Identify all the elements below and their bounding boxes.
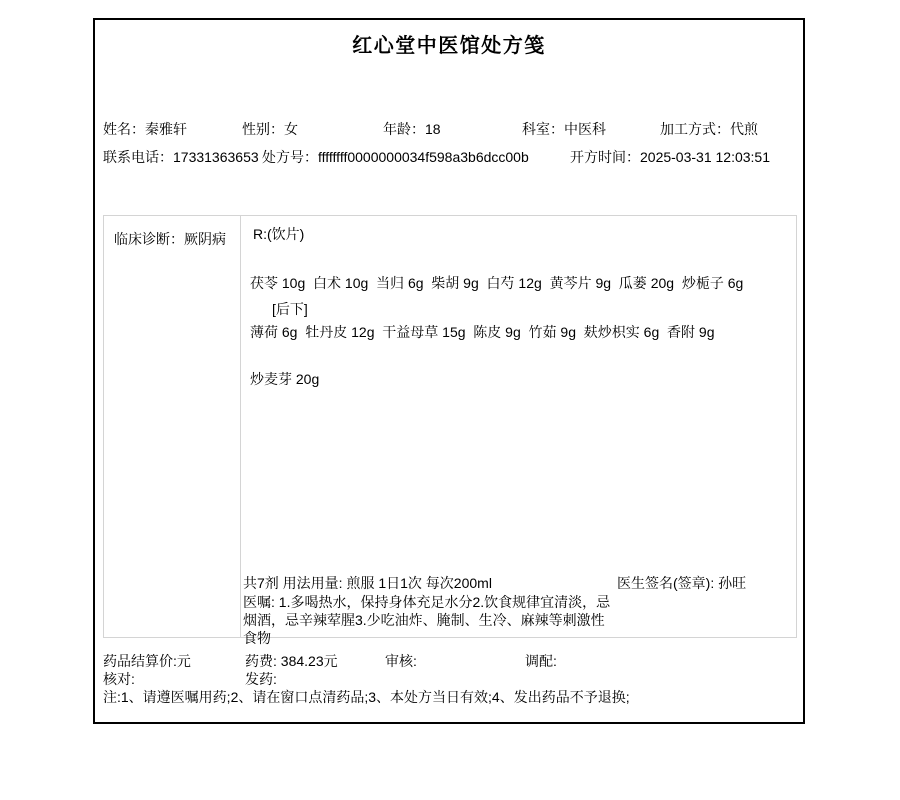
field-value: 17331363653 — [173, 149, 259, 165]
rx-cell — [241, 216, 796, 646]
medicine-fee: 药费: 384.23元 — [245, 653, 338, 669]
field-gender — [242, 121, 298, 138]
dispense-field: 发药: — [245, 671, 277, 687]
field-value: ffffffff0000000034f598a3b6dcc00b — [318, 149, 529, 165]
field-age — [383, 121, 441, 138]
field-department — [522, 121, 606, 138]
clinic-title: 红心堂中医馆处方笺 — [352, 35, 546, 57]
herb-line-1: 茯苓 10g 白术 10g 当归 6g 柴胡 9g 白芍 12g 黄芩片 9g 瓜蒌 20g 炒栀子 6g — [250, 275, 744, 291]
prescription-body — [103, 215, 797, 646]
footer-note: 注:1、请遵医嘱用药;2、请在窗口点清药品;3、本处方当日有效;4、发出药品不予退换; — [103, 689, 630, 705]
herb-line-3: 炒麦芽 20g — [250, 371, 320, 387]
rx-form-header: R:(饮片) — [253, 226, 305, 242]
field-phone — [103, 149, 259, 166]
usage-line: 共7剂 用法用量: 煎服 1日1次 每次200ml — [243, 575, 492, 591]
review-field: 审核: — [385, 653, 417, 669]
doctor-signature: 医生签名(签章): 孙旺 — [617, 575, 747, 591]
field-value: 中医科 — [564, 121, 606, 137]
field-value: 秦雅轩 — [145, 121, 187, 137]
prepare-field: 调配: — [525, 653, 557, 669]
field-value: 代煎 — [730, 121, 758, 137]
field-label: 姓名： — [103, 121, 145, 137]
field-label: 处方号： — [262, 149, 318, 165]
herb-note-houxia: [后下] — [272, 301, 308, 317]
field-prescription-number — [262, 149, 529, 166]
settlement-price: 药品结算价:元 — [103, 653, 191, 669]
prescription-sheet — [93, 18, 805, 724]
check-field: 核对: — [103, 671, 135, 687]
field-label: 性别： — [242, 121, 284, 137]
field-label: 联系电话： — [103, 149, 173, 165]
field-patient-name — [103, 121, 187, 138]
herb-line-2: 薄荷 6g 牡丹皮 12g 干益母草 15g 陈皮 9g 竹茹 9g 麸炒枳实 6g 香附 9g — [250, 324, 715, 340]
field-label: 加工方式： — [660, 121, 730, 137]
field-processing-method — [660, 121, 758, 138]
diagnosis-cell — [104, 216, 241, 637]
field-label: 年龄： — [383, 121, 425, 137]
field-label: 开方时间： — [570, 149, 640, 165]
field-value: 18 — [425, 121, 441, 137]
field-value: 女 — [284, 121, 298, 137]
field-value: 2025-03-31 12:03:51 — [640, 149, 770, 165]
field-issue-time — [570, 149, 770, 166]
diagnosis-value: 厥阴病 — [184, 231, 226, 247]
medical-advice: 医嘱: 1.多喝热水，保持身体充足水分2.饮食规律宜清淡，忌烟酒，忌辛辣荤腥3.少吃油炸、腌制、生冷、麻辣等刺激性食物 — [243, 594, 611, 646]
field-label: 科室： — [522, 121, 564, 137]
diagnosis-label: 临床诊断： — [114, 231, 184, 247]
